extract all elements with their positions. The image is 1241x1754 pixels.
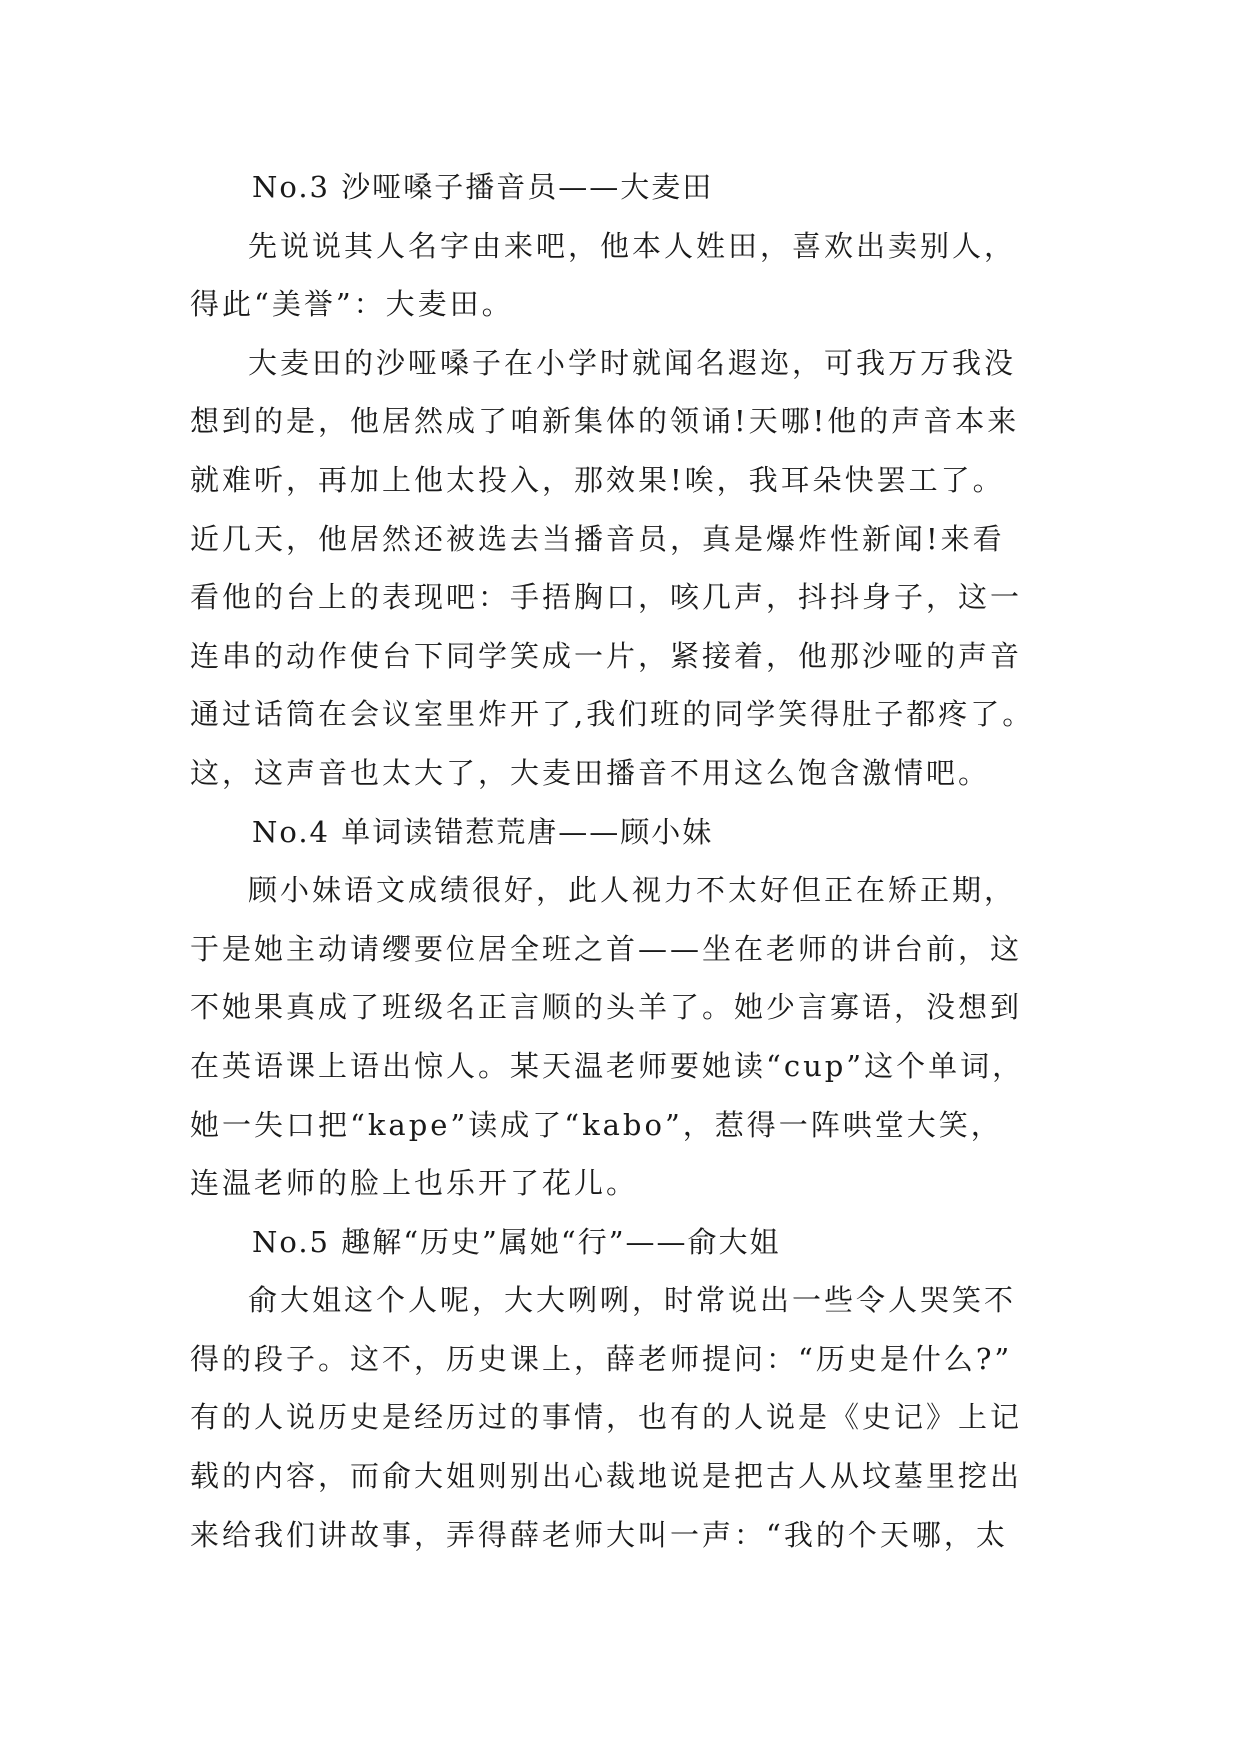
text-line: 俞大姐这个人呢，大大咧咧，时常说出一些令人哭笑不 (248, 1283, 1017, 1318)
text-line: 大麦田的沙哑嗓子在小学时就闻名遐迩，可我万万我没 (248, 345, 1017, 380)
text-line: 于是她主动请缨要位居全班之首——坐在老师的讲台前，这 (190, 931, 1023, 966)
section-heading: No.5 趣解“历史”属她“行”——俞大姐 (252, 1224, 781, 1259)
section-heading: No.3 沙哑嗓子播音员——大麦田 (252, 170, 714, 204)
text-line: 得此“美誉”：大麦田。 (190, 287, 514, 322)
text-line: 看他的台上的表现吧：手捂胸口，咳几声，抖抖身子，这一 (190, 580, 1023, 615)
text-line: 来给我们讲故事，弄得薛老师大叫一声：“我的个天哪，太 (190, 1517, 1008, 1552)
paragraph (190, 861, 1052, 1213)
text-line: 有的人说历史是经历过的事情，也有的人说是《史记》上记 (190, 1400, 1023, 1435)
paragraph (190, 334, 1052, 803)
text-line: 载的内容，而俞大姐则别出心裁地说是把古人从坟墓里挖出 (190, 1459, 1023, 1494)
text-line: 在英语课上语出惊人。某天温老师要她读“cup”这个单词， (190, 1048, 1025, 1083)
text-line: 她一失口把“kape”读成了“kabo”，惹得一阵哄堂大笑， (190, 1107, 1003, 1142)
text-line: 就难听，再加上他太投入，那效果!唉，我耳朵快罢工了。 (190, 462, 1005, 497)
document-page (190, 158, 1052, 1564)
text-line: 先说说其人名字由来吧，他本人姓田，喜欢出卖别人， (248, 228, 1017, 263)
paragraph (190, 1271, 1052, 1564)
text-line: 想到的是，他居然成了咱新集体的领诵!天哪!他的声音本来 (190, 404, 1020, 439)
text-line: 近几天，他居然还被选去当播音员，真是爆炸性新闻!来看 (190, 521, 1005, 556)
text-line: 连温老师的脸上也乐开了花儿。 (190, 1166, 639, 1201)
text-line: 连串的动作使台下同学笑成一片，紧接着，他那沙哑的声音 (190, 638, 1023, 673)
text-line: 这，这声音也太大了，大麦田播音不用这么饱含激情吧。 (190, 755, 991, 790)
text-line: 通过话筒在会议室里炸开了,我们班的同学笑得肚子都疼了。 (190, 697, 1035, 732)
text-line: 不她果真成了班级名正言顺的头羊了。她少言寡语，没想到 (190, 990, 1023, 1025)
text-line: 顾小妹语文成绩很好，此人视力不太好但正在矫正期， (248, 873, 1017, 908)
section-heading: No.4 单词读错惹荒唐——顾小妹 (252, 814, 714, 849)
text-line: 得的段子。这不，历史课上，薛老师提问：“历史是什么?” (190, 1341, 1013, 1376)
paragraph (190, 217, 1052, 334)
